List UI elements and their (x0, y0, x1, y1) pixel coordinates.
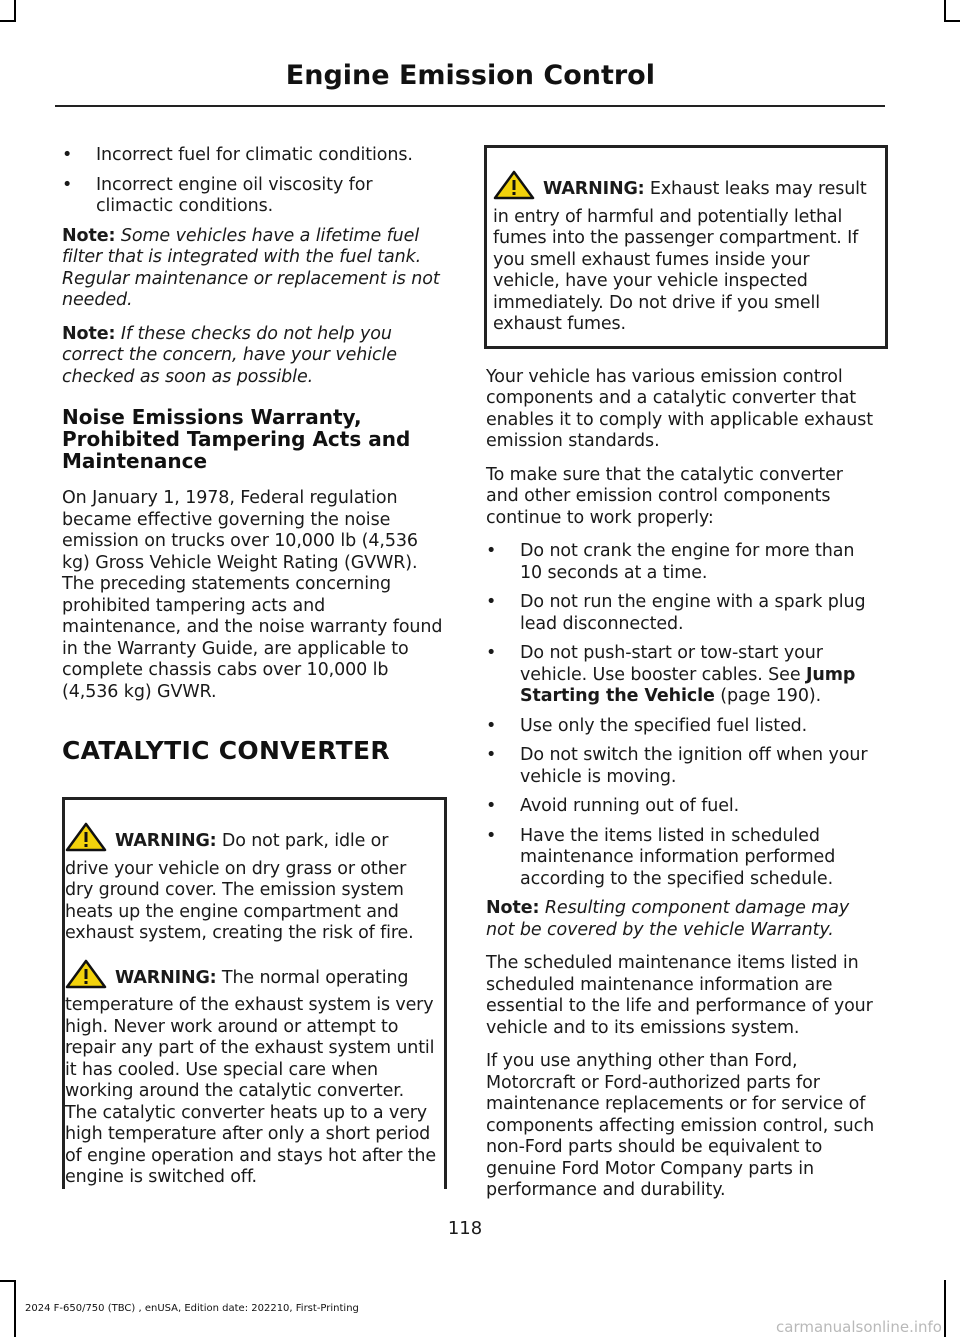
bullet-glyph: • (486, 796, 497, 816)
bullet-glyph: • (486, 745, 497, 765)
crop-mark (944, 0, 946, 22)
list-item: • Do not push-start or tow-start your vehicle. Use booster cables. See Jump Starting the Vehicle (page 190). (486, 643, 856, 706)
crop-mark (0, 1280, 16, 1282)
warning-triangle-icon (65, 822, 107, 859)
crop-mark (14, 0, 16, 22)
crop-mark (944, 20, 960, 22)
bullet-glyph: • (486, 825, 497, 846)
header-divider (55, 105, 885, 107)
list-item: • Do not run the engine with a spark plug lead disconnected. (486, 592, 866, 634)
warning-triangle-icon (493, 170, 535, 207)
crop-mark (14, 1280, 16, 1337)
bullet-glyph: • (486, 592, 497, 612)
body-paragraph: If you use anything other than Ford, Motorcraft or Ford-authorized parts for maintenance replacements or for service of components affecting emission control, such non-Ford parts should be equivalent to genuine Ford Motor Company parts in performance and durability. (486, 1051, 875, 1200)
list-item: • Incorrect fuel for climatic conditions. (62, 145, 413, 165)
bullet-glyph: • (486, 643, 497, 663)
watermark: carmanualsonline.info (776, 1318, 942, 1336)
crop-mark (0, 20, 16, 22)
warning-box (62, 797, 447, 1189)
left-column (62, 145, 447, 1203)
body-paragraph: The scheduled maintenance items listed in scheduled maintenance information are essential to the life and performance of your vehicle and to its emissions system. (486, 953, 873, 1038)
note: Note: Some vehicles have a lifetime fuel filter that is integrated with the fuel tank. Regular maintenance or replacement is not needed. (62, 225, 440, 310)
body-paragraph: To make sure that the catalytic converter and other emission control components continue to work properly: (486, 464, 843, 528)
bullet-glyph: • (486, 541, 497, 561)
list-item: • Incorrect engine oil viscosity for climactic conditions. (62, 174, 373, 216)
right-column (486, 145, 879, 1214)
warning: WARNING: The normal operating temperature of the exhaust system is very high. Never work around or attempt to repair any part of the exhaust system until it has cooled. Use special care when working around the catalytic converter. The catalytic converter heats up to a very high temperature after only a short period of engine operation and stays hot after the engine is switched off. (65, 959, 436, 1189)
chapter-heading: CATALYTIC CONVERTER (62, 736, 390, 765)
body-paragraph: On January 1, 1978, Federal regulation became effective governing the noise emission on trucks over 10,000 lb (4,536 kg) Gross Vehicle Weight Rating (GVWR). The preceding statements concerning prohibited tampering acts and maintenance, and the noise warranty found in the Warranty Guide, are applicable to complete chassis cabs over 10,000 lb (4,536 kg) GVWR. (62, 488, 443, 702)
list-item: • Do not crank the engine for more than 10 seconds at a time. (486, 541, 855, 583)
warning-triangle-icon (65, 959, 107, 996)
warning-box (484, 145, 888, 349)
crop-mark (944, 1280, 946, 1337)
warning: WARNING: Do not park, idle or drive your vehicle on dry grass or other dry ground cover. The emission system heats up the engine compartment and exhaust system, creating the risk of fire. (65, 822, 436, 945)
note: Note: If these checks do not help you correct the concern, have your vehicle checked as soon as possible. (62, 323, 397, 387)
list-item: • Do not switch the ignition off when your vehicle is moving. (486, 745, 868, 787)
bullet-glyph: • (62, 174, 73, 195)
cross-reference-link[interactable]: Jump Starting the Vehicle (520, 664, 856, 706)
body-paragraph: Your vehicle has various emission control components and a catalytic converter that enables it to comply with applicable exhaust emission standards. (486, 366, 873, 451)
section-heading: Noise Emissions Warranty, Prohibited Tampering Acts and Maintenance (62, 405, 411, 473)
list-item: • Avoid running out of fuel. (486, 796, 740, 816)
list-item: • Use only the specified fuel listed. (486, 715, 808, 736)
note: Note: Resulting component damage may not be covered by the vehicle Warranty. (486, 898, 850, 940)
page-title: Engine Emission Control (285, 60, 655, 91)
warning: WARNING: Exhaust leaks may result in entry of harmful and potentially lethal fumes into the passenger compartment. If you smell exhaust fumes inside your vehicle, have your vehicle inspected immediately. Do not drive if you smell exhaust fumes. (493, 170, 877, 336)
page-number: 118 (447, 1218, 483, 1239)
bullet-glyph: • (62, 145, 73, 165)
footer-edition-info: 2024 F-650/750 (TBC) , enUSA, Edition date: 202210, First-Printing (25, 1303, 359, 1314)
list-item: • Have the items listed in scheduled maintenance information performed according to the specified schedule. (486, 825, 836, 889)
bullet-glyph: • (486, 715, 497, 736)
